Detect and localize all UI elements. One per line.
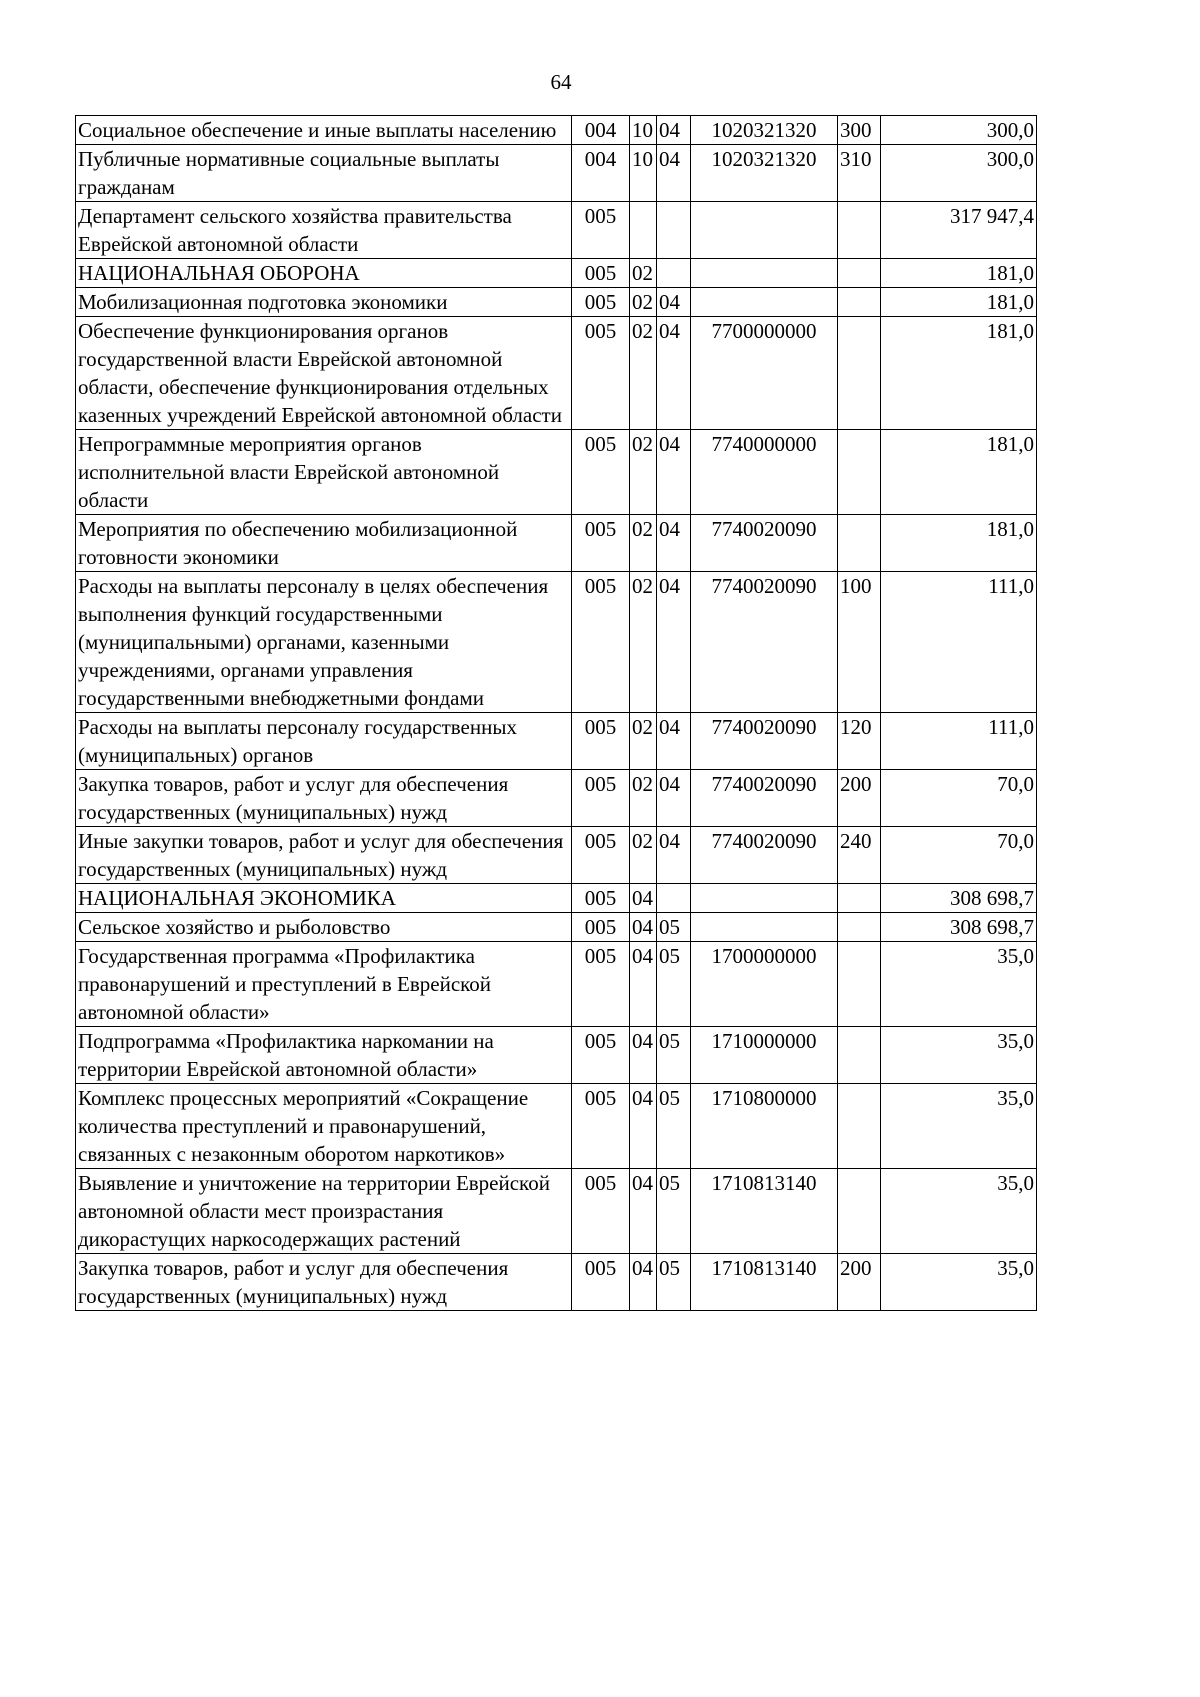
row-name-cell: Подпрограмма «Профилактика наркомании на территории Еврейской автономной области» [76,1027,572,1084]
table-row [76,1027,1037,1084]
row-name-cell: Сельское хозяйство и рыболовство [76,913,572,942]
ministry-code-cell: 005 [572,1084,630,1169]
expense-type-cell: 310 [838,145,881,202]
subsection-code-cell: 04 [657,317,691,430]
expense-type-cell: 100 [838,572,881,713]
amount-cell: 111,0 [881,572,1037,713]
subsection-code-cell: 04 [657,713,691,770]
subsection-code-cell: 04 [657,515,691,572]
expense-type-cell: 240 [838,827,881,884]
budget-table [75,115,1037,1311]
table-row [76,515,1037,572]
row-name-cell: Закупка товаров, работ и услуг для обеспечения государственных (муниципальных) нужд [76,1254,572,1311]
row-name-cell: Мобилизационная подготовка экономики [76,288,572,317]
subsection-code-cell: 05 [657,1084,691,1169]
amount-cell: 70,0 [881,770,1037,827]
table-row [76,827,1037,884]
amount-cell: 35,0 [881,1084,1037,1169]
table-row [76,770,1037,827]
expense-type-cell [838,884,881,913]
table-row [76,1254,1037,1311]
amount-cell: 317 947,4 [881,202,1037,259]
section-code-cell: 02 [630,515,657,572]
row-name-cell: Расходы на выплаты персоналу в целях обеспечения выполнения функций государственными (муниципальными) органами, казенными учреждениями, органами управления государственными внебюджетными фондами [76,572,572,713]
section-code-cell: 04 [630,884,657,913]
ministry-code-cell: 005 [572,1254,630,1311]
amount-cell: 35,0 [881,1169,1037,1254]
row-name-cell: Социальное обеспечение и иные выплаты населению [76,116,572,145]
ministry-code-cell: 005 [572,770,630,827]
amount-cell: 35,0 [881,1027,1037,1084]
target-article-cell [691,259,838,288]
expense-type-cell [838,515,881,572]
amount-cell: 308 698,7 [881,884,1037,913]
subsection-code-cell: 04 [657,145,691,202]
ministry-code-cell: 004 [572,116,630,145]
subsection-code-cell [657,259,691,288]
target-article-cell: 1020321320 [691,116,838,145]
subsection-code-cell: 05 [657,942,691,1027]
expense-type-cell [838,202,881,259]
amount-cell: 308 698,7 [881,913,1037,942]
row-name-cell: Публичные нормативные социальные выплаты гражданам [76,145,572,202]
section-code-cell [630,202,657,259]
target-article-cell [691,288,838,317]
table-row [76,942,1037,1027]
ministry-code-cell: 005 [572,515,630,572]
amount-cell: 35,0 [881,942,1037,1027]
target-article-cell [691,202,838,259]
row-name-cell: Департамент сельского хозяйства правительства Еврейской автономной области [76,202,572,259]
table-row [76,1084,1037,1169]
table-row [76,145,1037,202]
subsection-code-cell: 04 [657,116,691,145]
amount-cell: 111,0 [881,713,1037,770]
expense-type-cell [838,288,881,317]
ministry-code-cell: 004 [572,145,630,202]
section-code-cell: 04 [630,913,657,942]
ministry-code-cell: 005 [572,202,630,259]
row-name-cell: Государственная программа «Профилактика правонарушений и преступлений в Еврейской автономной области» [76,942,572,1027]
ministry-code-cell: 005 [572,317,630,430]
expense-type-cell: 200 [838,1254,881,1311]
target-article-cell: 7740000000 [691,430,838,515]
section-code-cell: 04 [630,1084,657,1169]
row-name-cell: Закупка товаров, работ и услуг для обеспечения государственных (муниципальных) нужд [76,770,572,827]
expense-type-cell [838,317,881,430]
target-article-cell: 7740020090 [691,515,838,572]
subsection-code-cell: 04 [657,288,691,317]
amount-cell: 70,0 [881,827,1037,884]
target-article-cell: 7700000000 [691,317,838,430]
ministry-code-cell: 005 [572,942,630,1027]
subsection-code-cell: 05 [657,913,691,942]
table-row [76,572,1037,713]
table-row [76,430,1037,515]
target-article-cell: 7740020090 [691,713,838,770]
row-name-cell: Обеспечение функционирования органов государственной власти Еврейской автономной области, обеспечение функционирования отдельных казенных учреждений Еврейской автономной области [76,317,572,430]
table-row [76,713,1037,770]
section-code-cell: 04 [630,942,657,1027]
target-article-cell [691,913,838,942]
subsection-code-cell: 04 [657,770,691,827]
ministry-code-cell: 005 [572,1169,630,1254]
table-row [76,288,1037,317]
expense-type-cell [838,1169,881,1254]
expense-type-cell [838,1027,881,1084]
section-code-cell: 04 [630,1169,657,1254]
amount-cell: 181,0 [881,259,1037,288]
section-code-cell: 02 [630,317,657,430]
subsection-code-cell: 04 [657,430,691,515]
section-code-cell: 04 [630,1027,657,1084]
expense-type-cell: 300 [838,116,881,145]
row-name-cell: НАЦИОНАЛЬНАЯ ЭКОНОМИКА [76,884,572,913]
row-name-cell: Иные закупки товаров, работ и услуг для обеспечения государственных (муниципальных) нужд [76,827,572,884]
amount-cell: 181,0 [881,317,1037,430]
section-code-cell: 10 [630,145,657,202]
expense-type-cell [838,430,881,515]
row-name-cell: Выявление и уничтожение на территории Еврейской автономной области мест произрастания дикорастущих наркосодержащих растений [76,1169,572,1254]
target-article-cell: 1020321320 [691,145,838,202]
table-row [76,884,1037,913]
target-article-cell: 1700000000 [691,942,838,1027]
ministry-code-cell: 005 [572,913,630,942]
table-row [76,913,1037,942]
amount-cell: 181,0 [881,430,1037,515]
ministry-code-cell: 005 [572,1027,630,1084]
target-article-cell: 7740020090 [691,572,838,713]
subsection-code-cell [657,884,691,913]
subsection-code-cell [657,202,691,259]
section-code-cell: 02 [630,259,657,288]
row-name-cell: Мероприятия по обеспечению мобилизационной готовности экономики [76,515,572,572]
expense-type-cell [838,259,881,288]
expense-type-cell [838,913,881,942]
amount-cell: 181,0 [881,515,1037,572]
subsection-code-cell: 05 [657,1254,691,1311]
target-article-cell: 1710813140 [691,1254,838,1311]
ministry-code-cell: 005 [572,713,630,770]
section-code-cell: 02 [630,827,657,884]
row-name-cell: Непрограммные мероприятия органов исполнительной власти Еврейской автономной области [76,430,572,515]
ministry-code-cell: 005 [572,288,630,317]
row-name-cell: Комплекс процессных мероприятий «Сокращение количества преступлений и правонарушений, связанных с незаконным оборотом наркотиков» [76,1084,572,1169]
row-name-cell: Расходы на выплаты персоналу государственных (муниципальных) органов [76,713,572,770]
table-body [76,116,1037,1311]
target-article-cell: 7740020090 [691,770,838,827]
section-code-cell: 02 [630,430,657,515]
ministry-code-cell: 005 [572,827,630,884]
target-article-cell: 1710813140 [691,1169,838,1254]
target-article-cell: 7740020090 [691,827,838,884]
target-article-cell: 1710800000 [691,1084,838,1169]
expense-type-cell [838,942,881,1027]
section-code-cell: 02 [630,713,657,770]
table-row [76,116,1037,145]
table-row [76,202,1037,259]
ministry-code-cell: 005 [572,884,630,913]
target-article-cell [691,884,838,913]
ministry-code-cell: 005 [572,430,630,515]
section-code-cell: 02 [630,572,657,713]
subsection-code-cell: 04 [657,572,691,713]
table-row [76,317,1037,430]
section-code-cell: 10 [630,116,657,145]
amount-cell: 35,0 [881,1254,1037,1311]
expense-type-cell: 120 [838,713,881,770]
section-code-cell: 02 [630,288,657,317]
amount-cell: 181,0 [881,288,1037,317]
ministry-code-cell: 005 [572,259,630,288]
table-row [76,1169,1037,1254]
expense-type-cell [838,1084,881,1169]
section-code-cell: 04 [630,1254,657,1311]
row-name-cell: НАЦИОНАЛЬНАЯ ОБОРОНА [76,259,572,288]
amount-cell: 300,0 [881,145,1037,202]
expense-type-cell: 200 [838,770,881,827]
table-row [76,259,1037,288]
ministry-code-cell: 005 [572,572,630,713]
section-code-cell: 02 [630,770,657,827]
subsection-code-cell: 04 [657,827,691,884]
page-number: 64 [550,70,572,94]
amount-cell: 300,0 [881,116,1037,145]
subsection-code-cell: 05 [657,1027,691,1084]
target-article-cell: 1710000000 [691,1027,838,1084]
subsection-code-cell: 05 [657,1169,691,1254]
